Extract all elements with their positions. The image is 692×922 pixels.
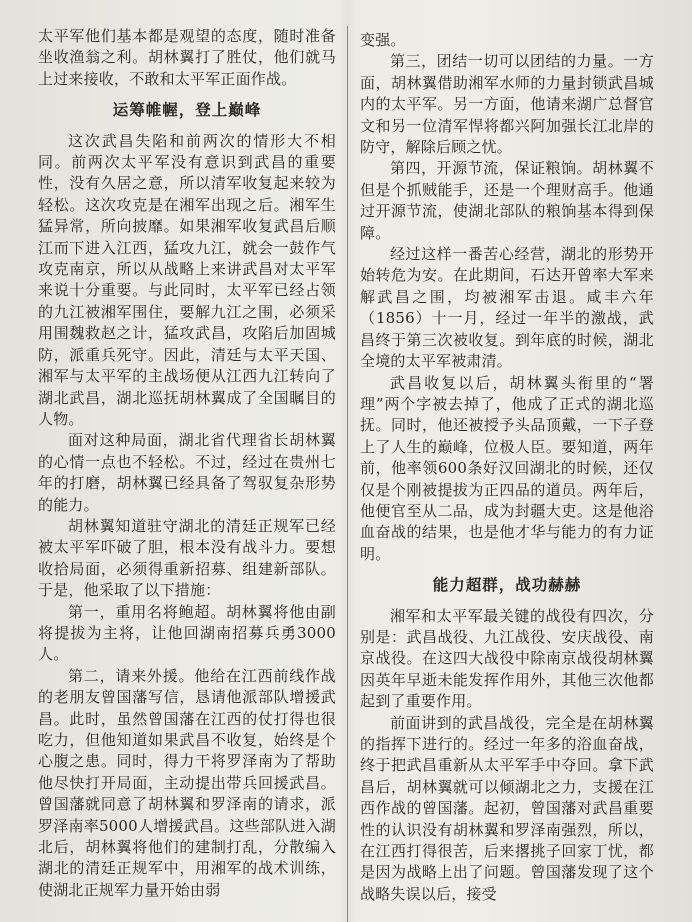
paragraph: 第一，重用名将鲍超。胡林翼将他由副将提拔为主将，让他回湖南招募兵勇3000人。 (38, 602, 336, 664)
paragraph: 胡林翼知道驻守湖北的清廷正规军已经被太平军吓破了胆，根本没有战斗力。要想收拾局面，必须得重新招募、组建新部队。于是，他采取了以下措施： (38, 516, 336, 600)
page-gutter (338, 0, 358, 922)
paragraph: 第二，请来外援。他给在江西前线作战的老朋友曾国藩写信，恳请他派部队增援武昌。此时，虽然曾国藩在江西的仗打得也很吃力，但他知道如果武昌不收复，始终是个心腹之患。同时，得力干将罗泽南为了帮助他尽快打开局面，主动提出带兵回援武昌。曾国藩就同意了胡林翼和罗泽南的请求，派罗泽南率5000人增援武昌。这些部队进入湖北后，胡林翼将他们的建制打乱，分散编入湖北的清廷正规军中，用湘军的战术训练，使湖北正规军力量开始由弱 (38, 666, 336, 899)
paragraph-continued: 变强。 (360, 31, 406, 49)
paragraph: 这次武昌失陷和前两次的情形大不相同。前两次太平军没有意识到武昌的重要性，没有久居之意，所以清军收复起来较为轻松。这次攻克是在湘军出现之后。湘军生猛异常，所向披靡。如果湘军收复武昌后顺江而下进入江西，猛攻九江，就会一鼓作气攻克南京，所以从战略上来讲武昌对太平军来说十分重要。与此同时，太平军已经占领的九江被湘军围住，要解九江之围，必须采用围魏救赵之计，猛攻武昌，攻陷后加固城防，派重兵死守。因此，清廷与太平天国、湘军与太平军的主战场便从江西九江转向了湖北武昌，湖北巡抚胡林翼成了全国瞩目的人物。 (38, 131, 336, 428)
paragraph: 面对这种局面，湖北省代理省长胡林翼的心情一点也不轻松。不过，经过在贵州七年的打磨，胡林翼已经具备了驾驭复杂形势的能力。 (38, 431, 336, 514)
section-heading-1: 运筹帷幄，登上巅峰 (112, 101, 262, 120)
paragraph: 湘军和太平军最关键的战役有四次，分别是：武昌战役、九江战役、安庆战役、南京战役。在这四大战役中除南京战役胡林翼因英年早逝未能发挥作用外，其他三次他都起到了重要作用。 (360, 606, 654, 711)
section-heading-2: 能力超群，战功赫赫 (432, 576, 582, 595)
paragraph: 第三，团结一切可以团结的力量。一方面，胡林翼借助湘军水师的力量封锁武昌城内的太平军。另一方面，他请来湖广总督官文和另一位清军悍将都兴阿加强长江北岸的防守，解除后顾之忧。 (360, 52, 654, 157)
paragraph: 武昌收复以后，胡林翼头衔里的“署理”两个字被去掉了，他成了正式的湖北巡抚。同时，他还被授予头品顶戴，一下子登上了人生的巅峰，位极人臣。要知道，两年前，他率领600条好汉回湖北的时候，还仅仅是个刚被提拔为正四品的道员。两年后，他便官至从二品，成为封疆大吏。这是他浴血奋战的结果，也是他才华与能力的有力证明。 (360, 373, 654, 563)
paragraph: 前面讲到的武昌战役，完全是在胡林翼的指挥下进行的。经过一年多的浴血奋战，终于把武昌重新从太平军手中夺回。拿下武昌后，胡林翼就可以倾湖北之力，支援在江西作战的曾国藩。起初，曾国藩对武昌重要性的认识没有胡林翼和罗泽南强烈，所以，在江西打得很苦，后来撂挑子回家丁忧，都是因为战略上出了问题。曾国藩发现了这个战略失误以后，接受 (360, 713, 654, 903)
right-column (360, 30, 654, 905)
paragraph-intro: 太平军他们基本都是观望的态度，随时准备坐收渔翁之利。胡林翼打了胜仗，他们就马上过来接收，不敢和太平军正面作战。 (38, 27, 336, 88)
column-divider (347, 26, 348, 922)
left-column (38, 26, 336, 901)
paragraph: 第四，开源节流，保证粮饷。胡林翼不但是个抓贼能手，还是一个理财高手。他通过开源节流，使湖北部队的粮饷基本得到保障。 (360, 159, 654, 242)
paragraph: 经过这样一番苦心经营，湖北的形势开始转危为安。在此期间，石达开曾率大军来解武昌之围，均被湘军击退。咸丰六年（1856）十一月，经过一年半的激战，武昌终于第三次被收复。到年底的时候，湖北全境的太平军被肃清。 (360, 245, 654, 371)
